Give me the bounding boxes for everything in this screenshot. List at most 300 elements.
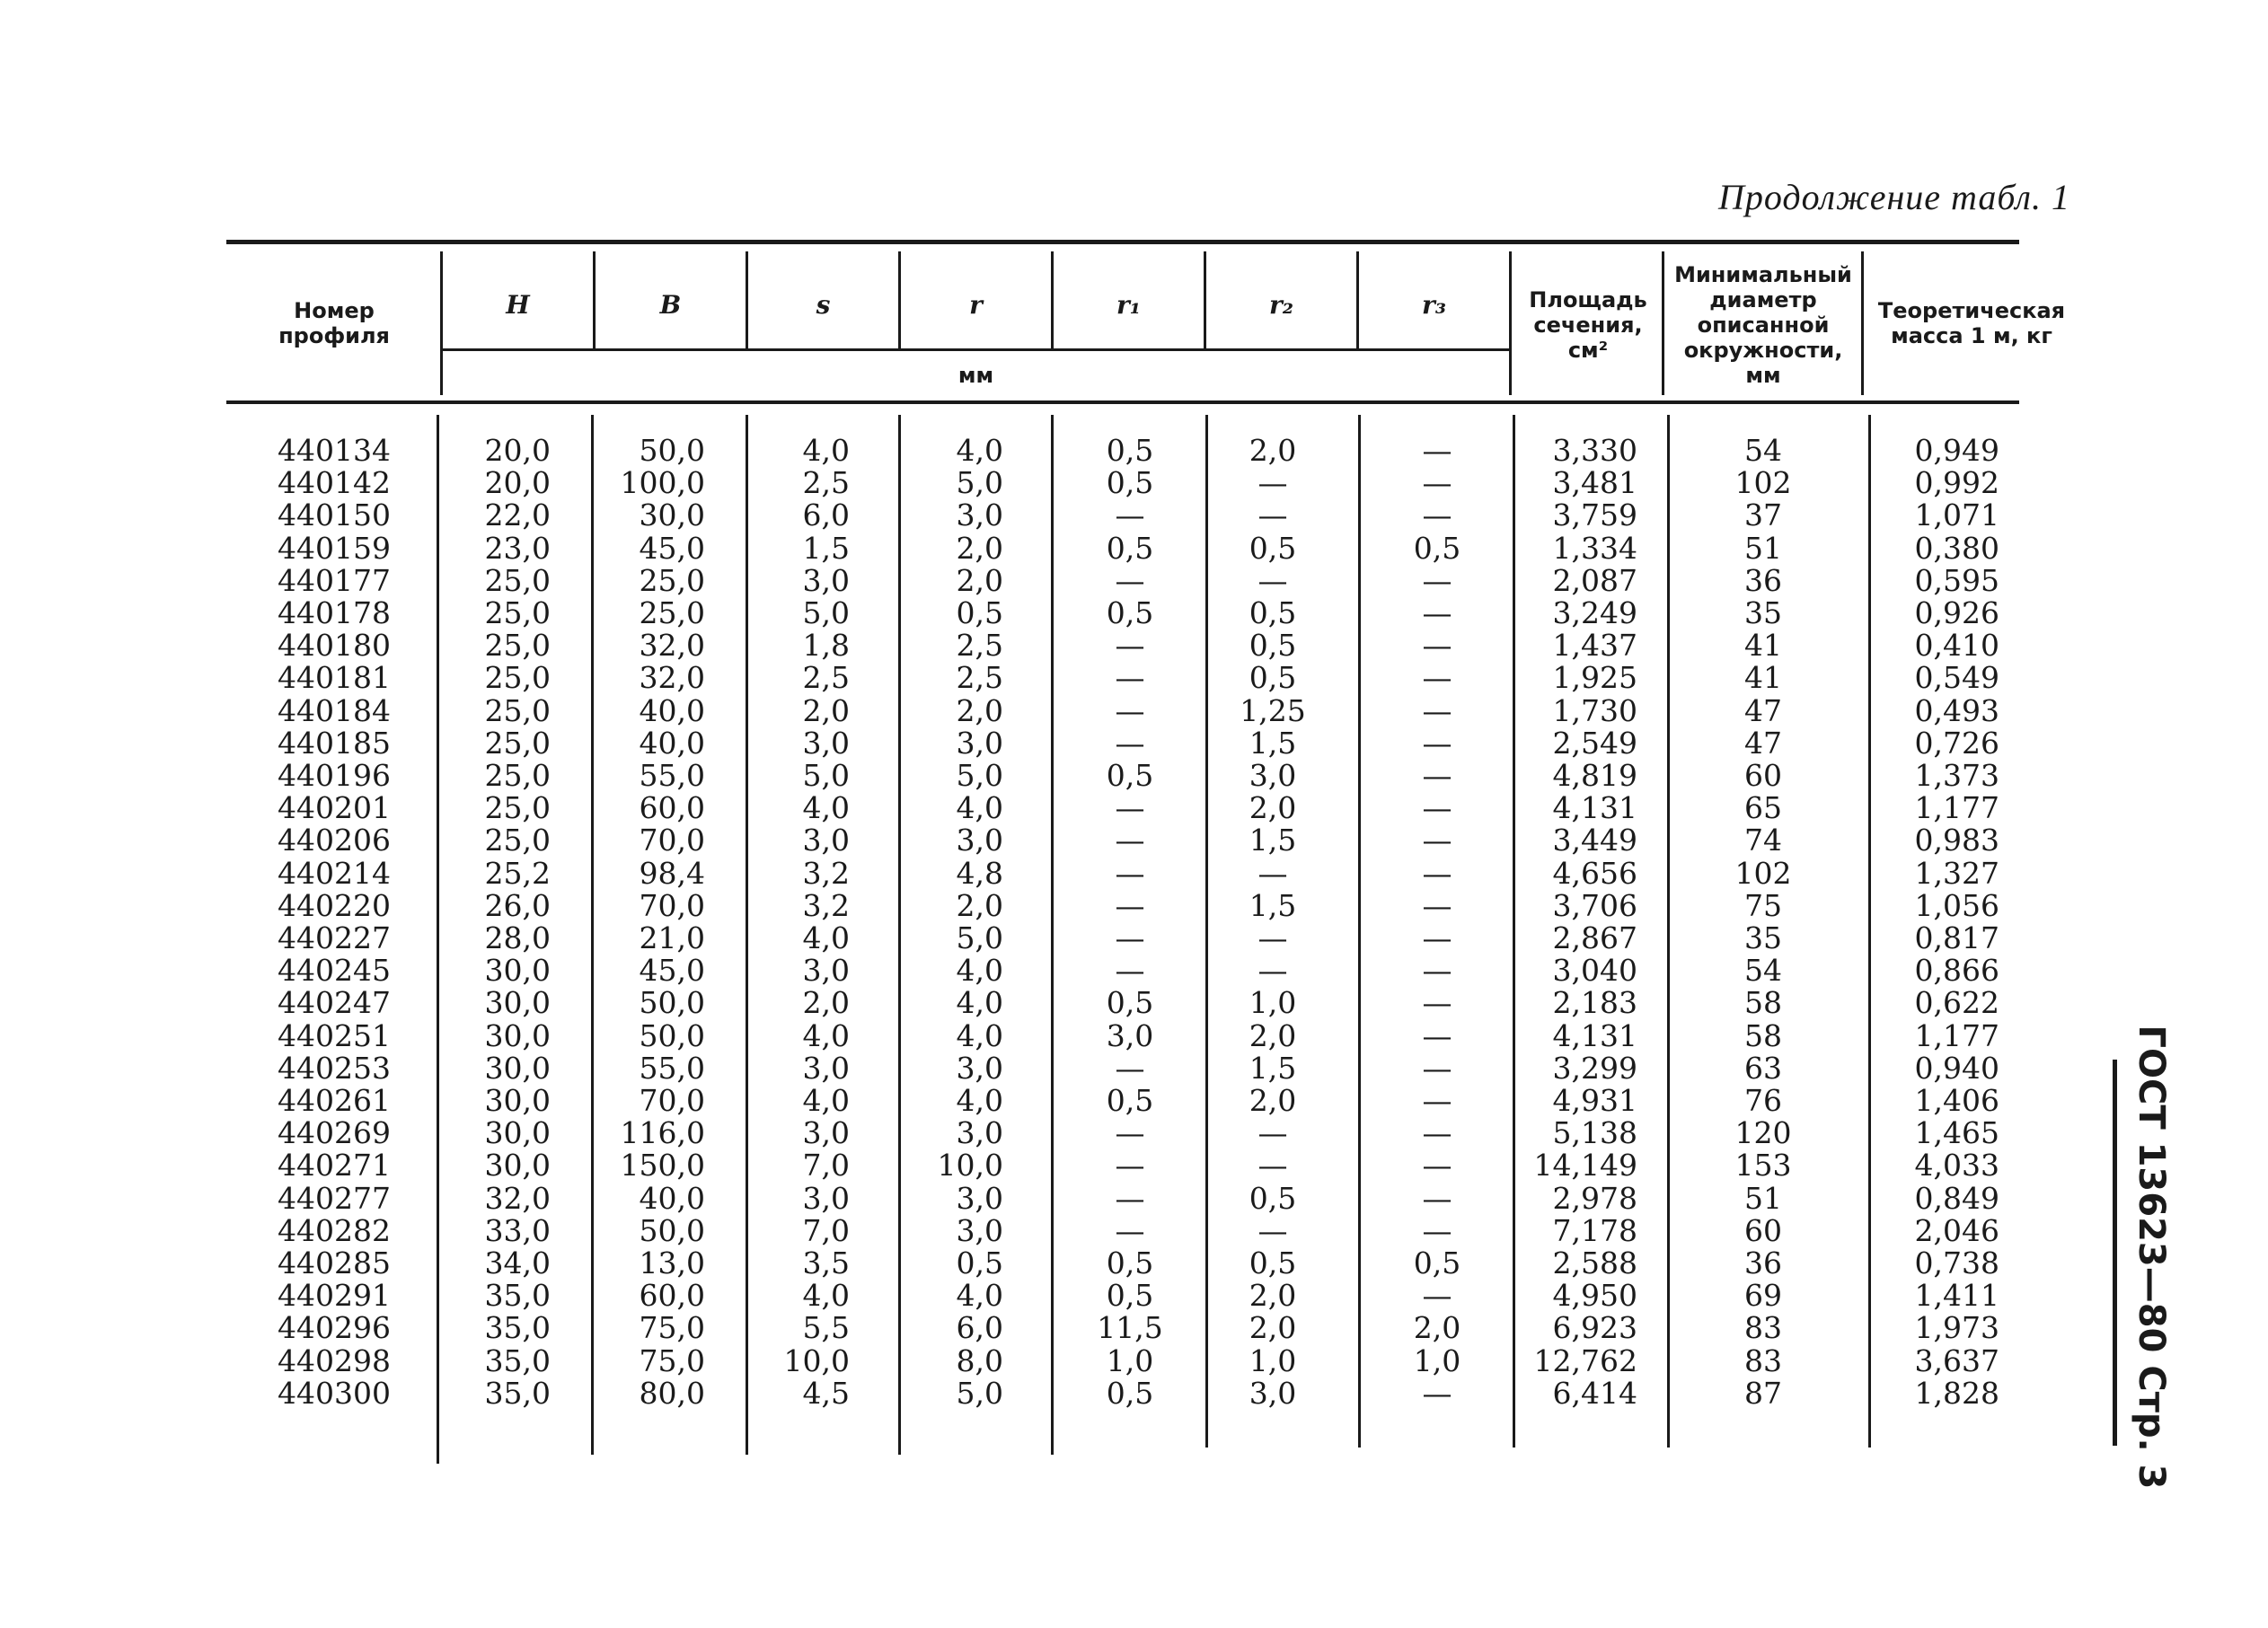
cell-min_diameter: 74 bbox=[1744, 823, 1782, 858]
cell-H: 20,0 bbox=[484, 433, 551, 468]
cell-area: 14,149 bbox=[1533, 1148, 1637, 1184]
cell-min_diameter: 54 bbox=[1744, 433, 1782, 468]
cell-mass: 0,549 bbox=[1914, 660, 1999, 696]
cell-profile: 440178 bbox=[278, 595, 391, 631]
cell-min_diameter: 75 bbox=[1744, 887, 1782, 923]
cell-r1: — bbox=[1115, 920, 1145, 956]
column-s bbox=[748, 435, 850, 1410]
header-divider bbox=[1861, 251, 1864, 395]
header-mass: Теоретическая масса 1 м, кг bbox=[1877, 298, 2066, 348]
cell-profile: 440282 bbox=[278, 1212, 391, 1248]
cell-area: 1,925 bbox=[1552, 660, 1637, 696]
cell-B: 70,0 bbox=[639, 1083, 705, 1119]
cell-r2: — bbox=[1258, 562, 1288, 598]
cell-min_diameter: 83 bbox=[1744, 1342, 1782, 1378]
body-divider bbox=[1051, 415, 1054, 1455]
cell-H: 30,0 bbox=[484, 1115, 551, 1151]
cell-profile: 440181 bbox=[278, 660, 391, 696]
cell-r: 3,0 bbox=[956, 823, 1003, 858]
cell-area: 2,588 bbox=[1552, 1245, 1637, 1281]
cell-s: 5,0 bbox=[802, 758, 850, 794]
cell-mass: 1,828 bbox=[1914, 1375, 1999, 1411]
cell-area: 4,131 bbox=[1552, 790, 1637, 826]
cell-area: 4,131 bbox=[1552, 1017, 1637, 1053]
cell-s: 3,0 bbox=[802, 562, 850, 598]
cell-profile: 440247 bbox=[278, 985, 391, 1021]
cell-min_diameter: 63 bbox=[1744, 1050, 1782, 1086]
cell-B: 13,0 bbox=[639, 1245, 705, 1281]
cell-B: 45,0 bbox=[639, 953, 705, 989]
cell-min_diameter: 83 bbox=[1744, 1310, 1782, 1346]
cell-mass: 0,983 bbox=[1914, 823, 1999, 858]
cell-r2: 2,0 bbox=[1249, 433, 1297, 468]
cell-profile: 440184 bbox=[278, 692, 391, 728]
cell-r3: — bbox=[1422, 628, 1452, 664]
column-r3 bbox=[1388, 435, 1487, 1410]
cell-area: 3,040 bbox=[1552, 953, 1637, 989]
cell-min_diameter: 37 bbox=[1744, 497, 1782, 533]
header-r3: r₃ bbox=[1421, 290, 1446, 320]
cell-H: 25,0 bbox=[484, 725, 551, 761]
cell-B: 32,0 bbox=[639, 628, 705, 664]
cell-H: 30,0 bbox=[484, 1050, 551, 1086]
cell-mass: 1,406 bbox=[1914, 1083, 1999, 1119]
cell-profile: 440159 bbox=[278, 530, 391, 566]
cell-r1: 11,5 bbox=[1097, 1310, 1163, 1346]
cell-H: 25,0 bbox=[484, 595, 551, 631]
cell-r2: — bbox=[1258, 920, 1288, 956]
cell-area: 2,867 bbox=[1552, 920, 1637, 956]
cell-profile: 440285 bbox=[278, 1245, 391, 1281]
cell-r3: — bbox=[1422, 1375, 1452, 1411]
cell-r3: — bbox=[1422, 1050, 1452, 1086]
cell-r1: 0,5 bbox=[1106, 465, 1154, 501]
cell-profile: 440261 bbox=[278, 1083, 391, 1119]
cell-min_diameter: 102 bbox=[1734, 465, 1792, 501]
header-r2: r₂ bbox=[1268, 290, 1293, 320]
cell-r1: — bbox=[1115, 1050, 1145, 1086]
cell-mass: 0,849 bbox=[1914, 1180, 1999, 1216]
cell-r3: — bbox=[1422, 920, 1452, 956]
cell-r1: 0,5 bbox=[1106, 1083, 1154, 1119]
cell-mass: 1,056 bbox=[1914, 887, 1999, 923]
cell-r2: 1,5 bbox=[1249, 1050, 1297, 1086]
cell-B: 150,0 bbox=[620, 1148, 705, 1184]
cell-r3: — bbox=[1422, 985, 1452, 1021]
cell-profile: 440180 bbox=[278, 628, 391, 664]
cell-r1: 0,5 bbox=[1106, 1245, 1154, 1281]
cell-r1: — bbox=[1115, 1148, 1145, 1184]
cell-mass: 0,817 bbox=[1914, 920, 1999, 956]
body-divider bbox=[1667, 415, 1670, 1448]
cell-r3: — bbox=[1422, 758, 1452, 794]
column-r bbox=[901, 435, 1003, 1410]
cell-r: 2,0 bbox=[956, 530, 1003, 566]
cell-profile: 440298 bbox=[278, 1342, 391, 1378]
cell-r2: 2,0 bbox=[1249, 790, 1297, 826]
cell-r2: 3,0 bbox=[1249, 758, 1297, 794]
cell-H: 35,0 bbox=[484, 1310, 551, 1346]
cell-min_diameter: 60 bbox=[1744, 758, 1782, 794]
cell-B: 30,0 bbox=[639, 497, 705, 533]
header-divider bbox=[1662, 251, 1664, 395]
cell-r3: — bbox=[1422, 855, 1452, 891]
cell-mass: 0,992 bbox=[1914, 465, 1999, 501]
cell-r1: — bbox=[1115, 628, 1145, 664]
cell-B: 116,0 bbox=[620, 1115, 705, 1151]
cell-r1: — bbox=[1115, 1180, 1145, 1216]
cell-s: 5,5 bbox=[802, 1310, 850, 1346]
cell-s: 2,0 bbox=[802, 692, 850, 728]
cell-r1: 3,0 bbox=[1106, 1017, 1154, 1053]
cell-mass: 0,926 bbox=[1914, 595, 1999, 631]
cell-s: 4,0 bbox=[802, 1278, 850, 1314]
cell-B: 25,0 bbox=[639, 595, 705, 631]
cell-r: 2,5 bbox=[956, 628, 1003, 664]
cell-mass: 1,411 bbox=[1914, 1278, 1999, 1314]
cell-r: 3,0 bbox=[956, 497, 1003, 533]
cell-r1: — bbox=[1115, 725, 1145, 761]
cell-H: 22,0 bbox=[484, 497, 551, 533]
cell-H: 30,0 bbox=[484, 953, 551, 989]
cell-min_diameter: 51 bbox=[1744, 1180, 1782, 1216]
body-divider bbox=[1205, 415, 1208, 1448]
cell-profile: 440196 bbox=[278, 758, 391, 794]
cell-r: 6,0 bbox=[956, 1310, 1003, 1346]
cell-area: 3,299 bbox=[1552, 1050, 1637, 1086]
cell-B: 55,0 bbox=[639, 1050, 705, 1086]
cell-r3: — bbox=[1422, 1212, 1452, 1248]
cell-area: 2,087 bbox=[1552, 562, 1637, 598]
cell-H: 35,0 bbox=[484, 1342, 551, 1378]
cell-s: 3,0 bbox=[802, 823, 850, 858]
cell-profile: 440291 bbox=[278, 1278, 391, 1314]
cell-B: 50,0 bbox=[639, 433, 705, 468]
cell-B: 60,0 bbox=[639, 1278, 705, 1314]
cell-H: 35,0 bbox=[484, 1278, 551, 1314]
cell-H: 23,0 bbox=[484, 530, 551, 566]
cell-area: 4,819 bbox=[1552, 758, 1637, 794]
cell-r: 0,5 bbox=[956, 1245, 1003, 1281]
cell-area: 4,950 bbox=[1552, 1278, 1637, 1314]
cell-r3: — bbox=[1422, 725, 1452, 761]
cell-r: 3,0 bbox=[956, 725, 1003, 761]
cell-profile: 440269 bbox=[278, 1115, 391, 1151]
cell-s: 6,0 bbox=[802, 497, 850, 533]
cell-mass: 1,373 bbox=[1914, 758, 1999, 794]
cell-r2: 0,5 bbox=[1249, 628, 1297, 664]
cell-r1: — bbox=[1115, 497, 1145, 533]
cell-r2: 0,5 bbox=[1249, 1180, 1297, 1216]
cell-profile: 440206 bbox=[278, 823, 391, 858]
cell-area: 2,183 bbox=[1552, 985, 1637, 1021]
cell-r: 5,0 bbox=[956, 465, 1003, 501]
cell-s: 3,0 bbox=[802, 1050, 850, 1086]
header-divider bbox=[1509, 251, 1512, 395]
cell-min_diameter: 102 bbox=[1734, 855, 1792, 891]
body-divider bbox=[1358, 415, 1361, 1448]
cell-min_diameter: 35 bbox=[1744, 920, 1782, 956]
cell-s: 2,5 bbox=[802, 465, 850, 501]
cell-r3: — bbox=[1422, 660, 1452, 696]
cell-H: 30,0 bbox=[484, 1017, 551, 1053]
column-r2 bbox=[1223, 435, 1322, 1410]
cell-B: 55,0 bbox=[639, 758, 705, 794]
cell-s: 3,0 bbox=[802, 1115, 850, 1151]
cell-r1: — bbox=[1115, 953, 1145, 989]
cell-mass: 3,637 bbox=[1914, 1342, 1999, 1378]
cell-min_diameter: 87 bbox=[1744, 1375, 1782, 1411]
cell-r: 2,5 bbox=[956, 660, 1003, 696]
cell-r1: — bbox=[1115, 855, 1145, 891]
cell-r1: — bbox=[1115, 562, 1145, 598]
cell-r2: 3,0 bbox=[1249, 1375, 1297, 1411]
cell-r3: — bbox=[1422, 887, 1452, 923]
cell-r: 5,0 bbox=[956, 920, 1003, 956]
cell-mass: 0,726 bbox=[1914, 725, 1999, 761]
cell-r3: — bbox=[1422, 595, 1452, 631]
cell-r2: 2,0 bbox=[1249, 1310, 1297, 1346]
cell-r2: 0,5 bbox=[1249, 660, 1297, 696]
cell-min_diameter: 65 bbox=[1744, 790, 1782, 826]
cell-r: 2,0 bbox=[956, 887, 1003, 923]
cell-B: 60,0 bbox=[639, 790, 705, 826]
cell-r2: 1,0 bbox=[1249, 985, 1297, 1021]
cell-r1: — bbox=[1115, 660, 1145, 696]
cell-H: 32,0 bbox=[484, 1180, 551, 1216]
cell-r1: 0,5 bbox=[1106, 595, 1154, 631]
body-divider bbox=[437, 415, 439, 1464]
cell-profile: 440296 bbox=[278, 1310, 391, 1346]
cell-H: 25,2 bbox=[484, 855, 551, 891]
cell-s: 5,0 bbox=[802, 595, 850, 631]
column-profile-number bbox=[235, 435, 433, 1410]
cell-r1: — bbox=[1115, 1212, 1145, 1248]
cell-r1: 0,5 bbox=[1106, 1278, 1154, 1314]
cell-mass: 0,380 bbox=[1914, 530, 1999, 566]
cell-area: 4,656 bbox=[1552, 855, 1637, 891]
cell-s: 4,0 bbox=[802, 920, 850, 956]
header-bottom-rule bbox=[226, 400, 2019, 404]
cell-profile: 440245 bbox=[278, 953, 391, 989]
cell-B: 50,0 bbox=[639, 1017, 705, 1053]
cell-r3: — bbox=[1422, 1278, 1452, 1314]
cell-B: 50,0 bbox=[639, 1212, 705, 1248]
cell-r1: — bbox=[1115, 823, 1145, 858]
cell-r2: — bbox=[1258, 1212, 1288, 1248]
cell-min_diameter: 69 bbox=[1744, 1278, 1782, 1314]
cell-min_diameter: 35 bbox=[1744, 595, 1782, 631]
cell-r3: — bbox=[1422, 790, 1452, 826]
cell-B: 100,0 bbox=[620, 465, 705, 501]
cell-mass: 1,973 bbox=[1914, 1310, 1999, 1346]
header-H: H bbox=[506, 290, 530, 320]
cell-area: 5,138 bbox=[1552, 1115, 1637, 1151]
cell-r: 4,0 bbox=[956, 1278, 1003, 1314]
cell-r3: — bbox=[1422, 1148, 1452, 1184]
cell-B: 40,0 bbox=[639, 1180, 705, 1216]
cell-H: 33,0 bbox=[484, 1212, 551, 1248]
body-divider bbox=[1513, 415, 1515, 1448]
cell-min_diameter: 51 bbox=[1744, 530, 1782, 566]
cell-r1: 1,0 bbox=[1106, 1342, 1154, 1378]
cell-profile: 440277 bbox=[278, 1180, 391, 1216]
cell-s: 10,0 bbox=[783, 1342, 850, 1378]
cell-r: 3,0 bbox=[956, 1180, 1003, 1216]
cell-s: 3,5 bbox=[802, 1245, 850, 1281]
cell-r: 3,0 bbox=[956, 1212, 1003, 1248]
cell-mass: 1,177 bbox=[1914, 1017, 1999, 1053]
header-r: r bbox=[969, 290, 983, 320]
cell-min_diameter: 153 bbox=[1734, 1148, 1792, 1184]
cell-r: 3,0 bbox=[956, 1050, 1003, 1086]
cell-r3: — bbox=[1422, 1180, 1452, 1216]
cell-profile: 440220 bbox=[278, 887, 391, 923]
header-s: s bbox=[816, 290, 831, 320]
cell-r3: — bbox=[1422, 433, 1452, 468]
cell-r3: — bbox=[1422, 562, 1452, 598]
cell-r: 8,0 bbox=[956, 1342, 1003, 1378]
header-r1: r₁ bbox=[1116, 290, 1141, 320]
cell-min_diameter: 47 bbox=[1744, 725, 1782, 761]
cell-r3: 0,5 bbox=[1413, 530, 1461, 566]
cell-H: 35,0 bbox=[484, 1375, 551, 1411]
cell-r2: — bbox=[1258, 465, 1288, 501]
cell-area: 1,334 bbox=[1552, 530, 1637, 566]
cell-profile: 440271 bbox=[278, 1148, 391, 1184]
cell-min_diameter: 60 bbox=[1744, 1212, 1782, 1248]
cell-mass: 0,595 bbox=[1914, 562, 1999, 598]
cell-r1: 0,5 bbox=[1106, 758, 1154, 794]
cell-B: 98,4 bbox=[639, 855, 705, 891]
cell-r: 5,0 bbox=[956, 1375, 1003, 1411]
cell-r2: 1,5 bbox=[1249, 887, 1297, 923]
cell-B: 50,0 bbox=[639, 985, 705, 1021]
cell-min_diameter: 36 bbox=[1744, 562, 1782, 598]
cell-mass: 2,046 bbox=[1914, 1212, 1999, 1248]
cell-area: 12,762 bbox=[1533, 1342, 1637, 1378]
cell-area: 3,330 bbox=[1552, 433, 1637, 468]
cell-r3: — bbox=[1422, 823, 1452, 858]
cell-r1: 0,5 bbox=[1106, 985, 1154, 1021]
column-area bbox=[1518, 435, 1637, 1410]
cell-r2: 0,5 bbox=[1249, 595, 1297, 631]
cell-H: 25,0 bbox=[484, 758, 551, 794]
cell-r: 2,0 bbox=[956, 562, 1003, 598]
cell-B: 75,0 bbox=[639, 1342, 705, 1378]
cell-H: 25,0 bbox=[484, 790, 551, 826]
cell-profile: 440185 bbox=[278, 725, 391, 761]
cell-r3: — bbox=[1422, 692, 1452, 728]
cell-s: 2,5 bbox=[802, 660, 850, 696]
body-divider bbox=[1868, 415, 1871, 1448]
cell-r3: 2,0 bbox=[1413, 1310, 1461, 1346]
cell-mass: 0,949 bbox=[1914, 433, 1999, 468]
cell-profile: 440142 bbox=[278, 465, 391, 501]
cell-r2: — bbox=[1258, 1148, 1288, 1184]
cell-B: 21,0 bbox=[639, 920, 705, 956]
cell-r3: — bbox=[1422, 1017, 1452, 1053]
cell-mass: 0,940 bbox=[1914, 1050, 1999, 1086]
unit-rule bbox=[440, 348, 1509, 351]
cell-profile: 440214 bbox=[278, 855, 391, 891]
cell-area: 3,481 bbox=[1552, 465, 1637, 501]
cell-r2: 1,0 bbox=[1249, 1342, 1297, 1378]
cell-min_diameter: 58 bbox=[1744, 1017, 1782, 1053]
cell-mass: 0,866 bbox=[1914, 953, 1999, 989]
cell-H: 25,0 bbox=[484, 692, 551, 728]
cell-area: 6,923 bbox=[1552, 1310, 1637, 1346]
cell-s: 4,5 bbox=[802, 1375, 850, 1411]
cell-r2: 2,0 bbox=[1249, 1083, 1297, 1119]
cell-mass: 0,493 bbox=[1914, 692, 1999, 728]
side-label bbox=[2124, 1025, 2178, 1490]
cell-r2: 1,5 bbox=[1249, 823, 1297, 858]
cell-r1: — bbox=[1115, 887, 1145, 923]
cell-r1: — bbox=[1115, 790, 1145, 826]
cell-profile: 440253 bbox=[278, 1050, 391, 1086]
cell-B: 40,0 bbox=[639, 692, 705, 728]
cell-H: 26,0 bbox=[484, 887, 551, 923]
cell-area: 3,759 bbox=[1552, 497, 1637, 533]
cell-r: 2,0 bbox=[956, 692, 1003, 728]
cell-area: 7,178 bbox=[1552, 1212, 1637, 1248]
column-B bbox=[596, 435, 705, 1410]
cell-profile: 440201 bbox=[278, 790, 391, 826]
cell-r2: 1,25 bbox=[1240, 692, 1306, 728]
cell-s: 2,0 bbox=[802, 985, 850, 1021]
cell-r1: 0,5 bbox=[1106, 433, 1154, 468]
cell-area: 3,249 bbox=[1552, 595, 1637, 631]
cell-r: 4,8 bbox=[956, 855, 1003, 891]
cell-area: 6,414 bbox=[1552, 1375, 1637, 1411]
cell-r: 4,0 bbox=[956, 985, 1003, 1021]
cell-r2: 1,5 bbox=[1249, 725, 1297, 761]
cell-H: 28,0 bbox=[484, 920, 551, 956]
cell-B: 45,0 bbox=[639, 530, 705, 566]
cell-min_diameter: 41 bbox=[1744, 628, 1782, 664]
cell-s: 4,0 bbox=[802, 790, 850, 826]
cell-r: 4,0 bbox=[956, 953, 1003, 989]
cell-r3: — bbox=[1422, 1115, 1452, 1151]
body-divider bbox=[591, 415, 594, 1455]
cell-area: 2,978 bbox=[1552, 1180, 1637, 1216]
cell-r2: 0,5 bbox=[1249, 530, 1297, 566]
cell-profile: 440134 bbox=[278, 433, 391, 468]
cell-r3: — bbox=[1422, 953, 1452, 989]
cell-s: 3,0 bbox=[802, 725, 850, 761]
cell-r3: 0,5 bbox=[1413, 1245, 1461, 1281]
column-min-diameter bbox=[1723, 435, 1804, 1410]
cell-r: 0,5 bbox=[956, 595, 1003, 631]
cell-H: 25,0 bbox=[484, 823, 551, 858]
cell-area: 4,931 bbox=[1552, 1083, 1637, 1119]
cell-r: 4,0 bbox=[956, 433, 1003, 468]
cell-r: 3,0 bbox=[956, 1115, 1003, 1151]
header-unit-mm: мм bbox=[958, 363, 994, 388]
cell-B: 70,0 bbox=[639, 887, 705, 923]
cell-H: 34,0 bbox=[484, 1245, 551, 1281]
cell-r2: — bbox=[1258, 497, 1288, 533]
cell-r: 5,0 bbox=[956, 758, 1003, 794]
cell-s: 3,2 bbox=[802, 887, 850, 923]
cell-r3: — bbox=[1422, 497, 1452, 533]
cell-B: 40,0 bbox=[639, 725, 705, 761]
top-rule bbox=[226, 240, 2019, 244]
cell-mass: 1,177 bbox=[1914, 790, 1999, 826]
cell-mass: 0,410 bbox=[1914, 628, 1999, 664]
cell-H: 25,0 bbox=[484, 562, 551, 598]
